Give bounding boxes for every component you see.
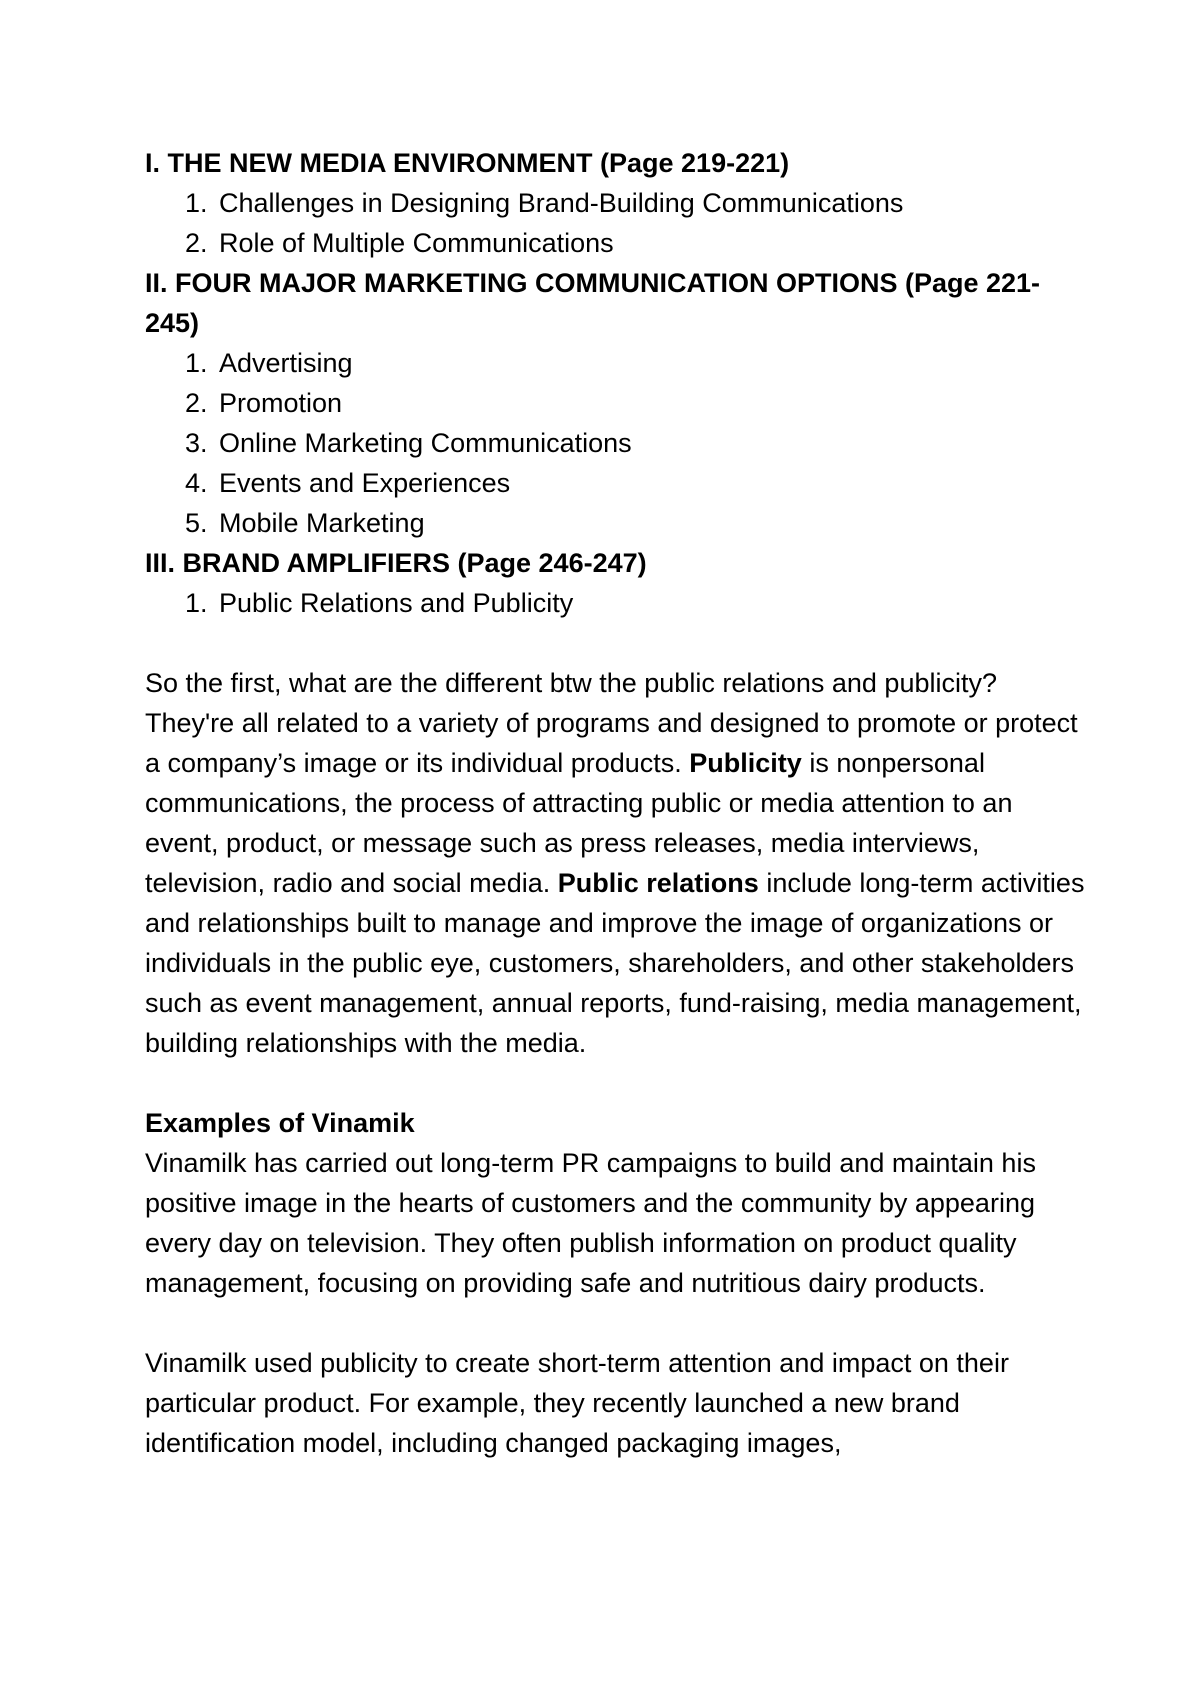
document-content	[145, 143, 1085, 1463]
example-paragraph-1: Vinamilk has carried out long-term PR campaigns to build and maintain his positive image in the hearts of customers and the community by appearing every day on television. They often publish information on product quality management, focusing on providing safe and nutritious dairy products.	[145, 1148, 1036, 1298]
example-paragraph-2: Vinamilk used publicity to create short-term attention and impact on their particular product. For example, they recently launched a new brand identification model, including changed packaging images,	[145, 1348, 1009, 1458]
section-3-list	[145, 583, 1085, 623]
list-item: 1. Public Relations and Publicity	[185, 588, 574, 618]
list-item: 1. Challenges in Designing Brand-Building Communications	[185, 188, 904, 218]
intro-text: So the first, what are the different btw the public relations and publicity? They're all related to a variety of programs and designed to promote or protect a company’s image or its individual products.	[145, 668, 1078, 778]
paragraph-gap	[145, 623, 1085, 663]
section-heading-2: II. FOUR MAJOR MARKETING COMMUNICATION OPTIONS (Page 221-245)	[145, 268, 1041, 338]
list-item: 5. Mobile Marketing	[185, 508, 425, 538]
paragraph-gap	[145, 1303, 1085, 1343]
list-item: 2. Role of Multiple Communications	[185, 228, 614, 258]
intro-paragraph	[145, 663, 1085, 1063]
section-1-list	[145, 183, 1085, 263]
publicity-definition: is nonpersonal communications, the process of attracting public or media attention to an event, product, or message such as press releases, media interviews, television, radio and social media.	[145, 748, 1013, 898]
pr-definition: include long-term activities and relationships built to manage and improve the image of organizations or individuals in the public eye, customers, shareholders, and other stakeholders such as event management, annual reports, fund-raising, media management, building relationships with the media.	[145, 868, 1085, 1058]
paragraph-gap	[145, 1063, 1085, 1103]
publicity-term: Publicity	[689, 748, 802, 778]
list-item: 1. Advertising	[185, 348, 353, 378]
section-heading-1: I. THE NEW MEDIA ENVIRONMENT (Page 219-221)	[145, 148, 790, 178]
examples-heading: Examples of Vinamik	[145, 1108, 415, 1138]
section-heading-3: III. BRAND AMPLIFIERS (Page 246-247)	[145, 548, 647, 578]
section-2-list	[145, 343, 1085, 543]
list-item: 4. Events and Experiences	[185, 468, 511, 498]
list-item: 3. Online Marketing Communications	[185, 428, 632, 458]
pr-term: Public relations	[557, 868, 759, 898]
list-item: 2. Promotion	[185, 388, 343, 418]
